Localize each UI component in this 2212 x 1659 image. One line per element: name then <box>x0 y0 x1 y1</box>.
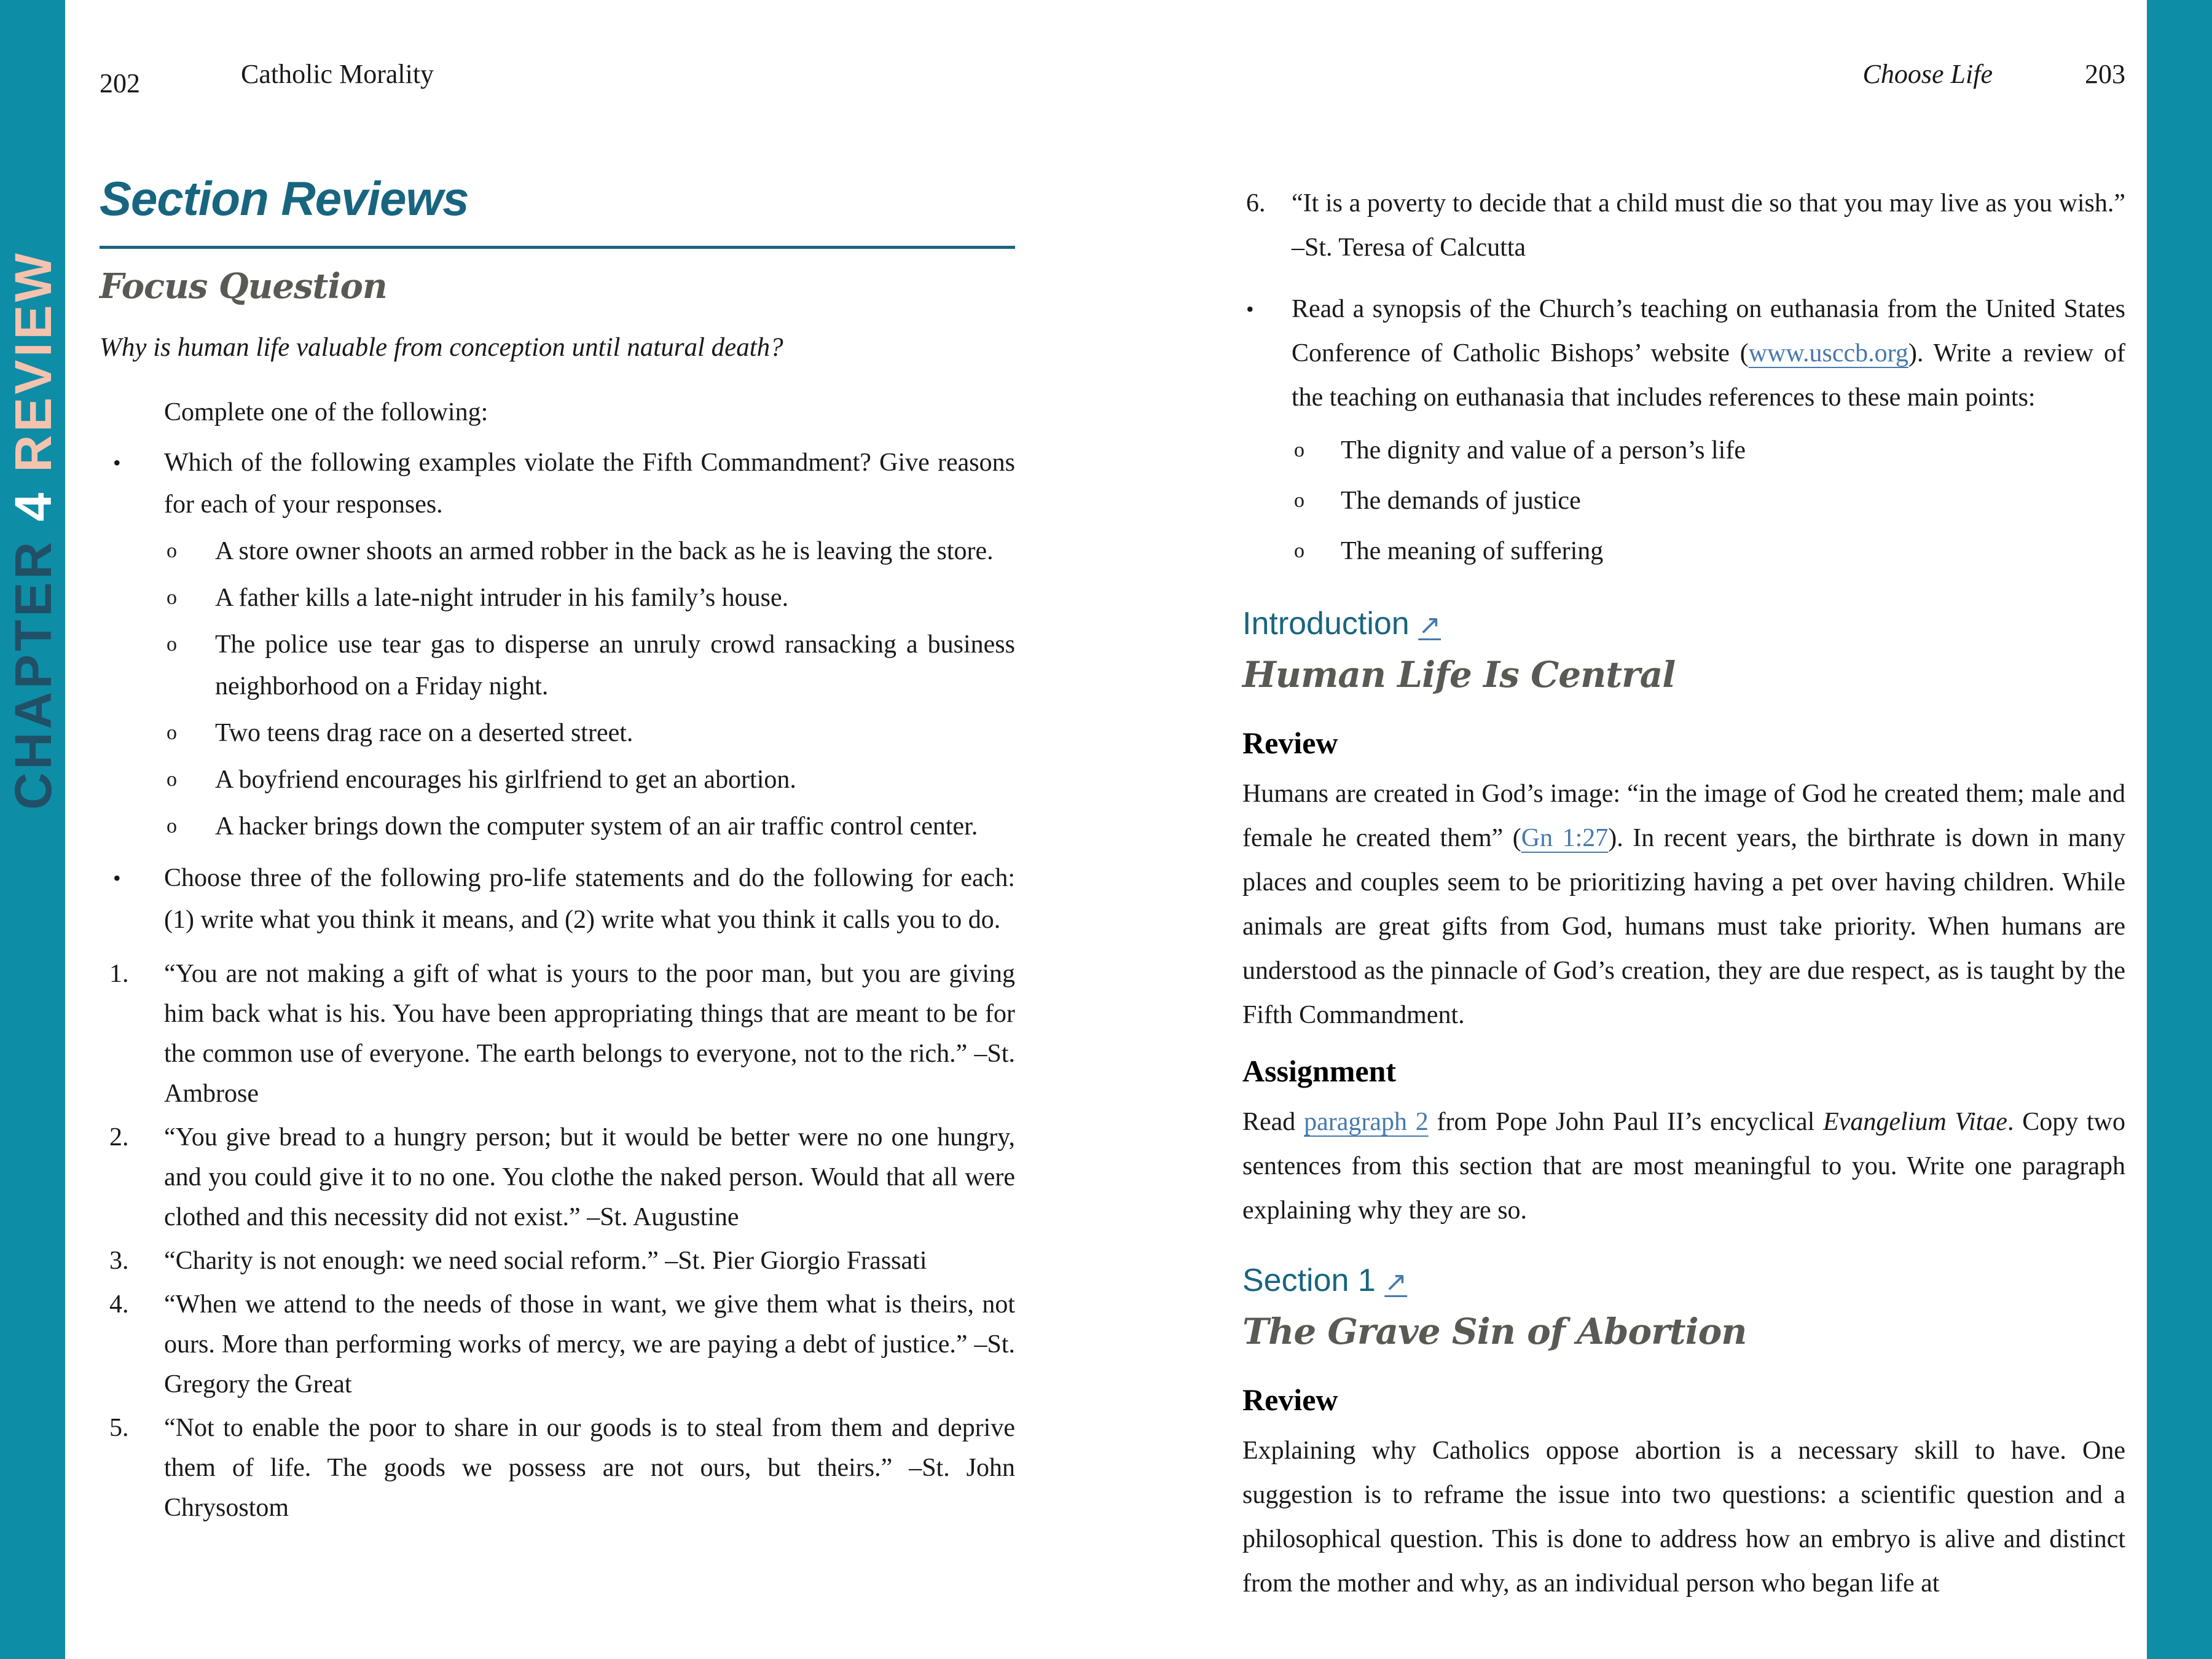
gn-1-27-link[interactable]: Gn 1:27 <box>1521 824 1609 852</box>
points-list <box>1242 428 2125 573</box>
list-item-text <box>1292 287 2125 420</box>
encyclical-title: Evangelium Vitae <box>1823 1108 2007 1136</box>
page-number: 203 <box>2085 59 2125 89</box>
list-item <box>164 577 1015 619</box>
quote-item <box>100 1241 1015 1281</box>
list-item-text: A father kills a late-night intruder in his family’s house. <box>215 584 789 612</box>
review-paragraph <box>1242 772 2125 1037</box>
circle-bullet-icon: o <box>167 539 177 562</box>
quote-item <box>1242 181 2125 270</box>
review-text-pre: Humans are created in God’s image: “in the image of God he created them; male and female he created them” ( <box>1242 780 2125 852</box>
review-paragraph: Explaining why Catholics oppose abortion is a necessary skill to have. One suggestion is to reframe the issue into two questions: a scientific question and a philosophical question. This is done to address how an embryo is alive and distinct from the mother and why, as an individual person who began life at <box>1242 1437 2125 1598</box>
heading-rule <box>100 246 1015 249</box>
section-1-title: The Grave Sin of Abortion <box>1242 1311 1747 1352</box>
circle-bullet-icon: o <box>1294 539 1304 562</box>
list-item-text: The demands of justice <box>1341 487 1581 515</box>
introduction-section-link <box>1242 605 2125 644</box>
quote-list <box>100 954 1015 1528</box>
paragraph-2-link[interactable]: paragraph 2 <box>1304 1108 1429 1136</box>
list-item <box>164 806 1015 847</box>
focus-question-heading: Focus Question <box>100 266 387 307</box>
quote-item <box>100 1118 1015 1237</box>
list-item <box>1242 287 2125 420</box>
circle-bullet-icon: o <box>167 768 177 791</box>
circle-bullet-icon: o <box>167 633 177 656</box>
list-item <box>1293 529 2125 573</box>
tab-review-word: REVIEW <box>4 250 62 473</box>
left-chapter-tab-label <box>6 250 60 810</box>
quote-number: 6. <box>1246 189 1266 218</box>
circle-bullet-icon: o <box>1294 439 1304 461</box>
quote-number: 4. <box>109 1290 129 1319</box>
quote-number: 1. <box>109 960 129 988</box>
quote-text: “When we attend to the needs of those in want, we give them what is theirs, not ours. More than performing works of mercy, we are paying a debt of justice.” –St. Gregory the Great <box>164 1290 1015 1398</box>
quote-item <box>100 1285 1015 1405</box>
review-heading: Review <box>1242 1382 1338 1417</box>
list-item <box>164 624 1015 707</box>
left-chapter-tab <box>0 0 65 1659</box>
quote-text: “You are not making a gift of what is yours to the poor man, but you are giving him back what is his. You have been appropriating things that are meant to be for the common use of everyone. The earth belongs to everyone, not to the rich.” –St. Ambrose <box>164 960 1015 1108</box>
list-item-text: The dignity and value of a person’s life <box>1341 436 1746 465</box>
running-header-left <box>100 60 1015 103</box>
section-1-label: Section 1 <box>1242 1263 1376 1298</box>
quote-number: 3. <box>109 1247 129 1275</box>
circle-bullet-icon: o <box>1294 489 1304 512</box>
list-item-text: A boyfriend encourages his girlfriend to get an abortion. <box>215 766 796 794</box>
section-reviews-heading: Section Reviews <box>100 171 469 226</box>
list-item <box>100 857 1015 941</box>
section-1-link <box>1242 1262 2125 1301</box>
introduction-label: Introduction <box>1242 606 1410 641</box>
quote-item <box>100 1408 1015 1528</box>
tab-chapter-word: CHAPTER <box>4 521 62 810</box>
running-header-title: Catholic Morality <box>241 59 434 89</box>
list-item <box>164 759 1015 801</box>
assignment-text-post: . Copy two sentences from this section that are most meaningful to you. Write one paragraph explaining why they are so. <box>1242 1108 2126 1225</box>
list-item-text: The meaning of suffering <box>1341 537 1604 565</box>
focus-question-text: Why is human life valuable from conception until natural death? <box>100 333 783 362</box>
quote-text: “It is a poverty to decide that a child must die so that you may live as you wish.” –St. Teresa of Calcutta <box>1292 189 2125 262</box>
quote-text: “Charity is not enough: we need social reform.” –St. Pier Giorgio Frassati <box>164 1247 927 1275</box>
list-item-text: A hacker brings down the computer system of an air traffic control center. <box>215 812 978 841</box>
list-item-text: Two teens drag race on a deserted street. <box>215 719 633 747</box>
assignment-text-mid: from Pope John Paul II’s encyclical <box>1428 1108 1824 1136</box>
list-item-text: Choose three of the following pro-life statements and do the following for each: (1) write what you think it means, and (2) write what you think it calls you to do. <box>164 864 1015 934</box>
quote-item <box>100 954 1015 1114</box>
complete-line: Complete one of the following: <box>164 398 488 426</box>
synopsis-text-pre: Read a synopsis of the Church’s teaching on euthanasia from the United States Conference of Catholic Bishops’ website ( <box>1292 295 2125 367</box>
introduction-title: Human Life Is Central <box>1242 654 1676 696</box>
circle-bullet-icon: o <box>167 815 177 837</box>
assignment-paragraph <box>1242 1100 2125 1233</box>
list-item <box>1293 479 2125 523</box>
usccb-link[interactable]: www.usccb.org <box>1748 339 1908 367</box>
tab-chapter-number: 4 <box>4 472 62 522</box>
circle-bullet-icon: o <box>167 721 177 744</box>
page-left <box>100 0 1015 1528</box>
running-header-title: Choose Life <box>1862 59 1993 89</box>
list-item-text: Which of the following examples violate the Fifth Commandment? Give reasons for each of your responses. <box>164 449 1015 519</box>
external-link-arrow-icon[interactable]: ↗ <box>1418 610 1441 641</box>
list-item <box>100 442 1015 525</box>
assignment-text-pre: Read <box>1242 1108 1304 1136</box>
quote-number: 2. <box>109 1123 129 1151</box>
bullet-icon: • <box>1246 297 1254 321</box>
running-header-right <box>1242 60 2125 89</box>
list-item <box>164 530 1015 572</box>
quote-text: “You give bread to a hungry person; but it would be better were no one hungry, and you could give it to no one. You clothe the naked person. Would that all were clothed and this necessity did not exist.” –St. Augustine <box>164 1123 1015 1231</box>
list-item <box>1293 428 2125 473</box>
review-text-post: ). In recent years, the birthrate is down in many places and couples seem to be prioritizing having a pet over having children. While animals are great gifts from God, humans must take priority. When humans are understood as the pinnacle of God’s creation, they are due respect, as is taught by the Fifth Commandment. <box>1242 824 2125 1029</box>
right-chapter-tab <box>2147 0 2212 1659</box>
review-heading: Review <box>1242 726 1338 760</box>
bullet-icon: • <box>113 450 121 475</box>
page-number: 202 <box>100 68 140 98</box>
list-item-text: A store owner shoots an armed robber in the back as he is leaving the store. <box>215 537 994 565</box>
quote-text: “Not to enable the poor to share in our goods is to steal from them and deprive them of life. The goods we possess are not ours, but theirs.” –St. John Chrysostom <box>164 1414 1015 1522</box>
list-item <box>164 712 1015 754</box>
list-item-text: The police use tear gas to disperse an unruly crowd ransacking a business neighborhood on a Friday night. <box>215 630 1015 700</box>
page-right <box>1242 0 2125 1606</box>
bullet-icon: • <box>113 866 121 890</box>
external-link-arrow-icon[interactable]: ↗ <box>1384 1266 1408 1298</box>
assignment-heading: Assignment <box>1242 1054 1397 1088</box>
quote-number: 5. <box>109 1414 129 1442</box>
circle-bullet-icon: o <box>167 586 177 609</box>
synopsis-text-post: ). Write a review of the teaching on euthanasia that includes references to these main points: <box>1292 339 2125 412</box>
